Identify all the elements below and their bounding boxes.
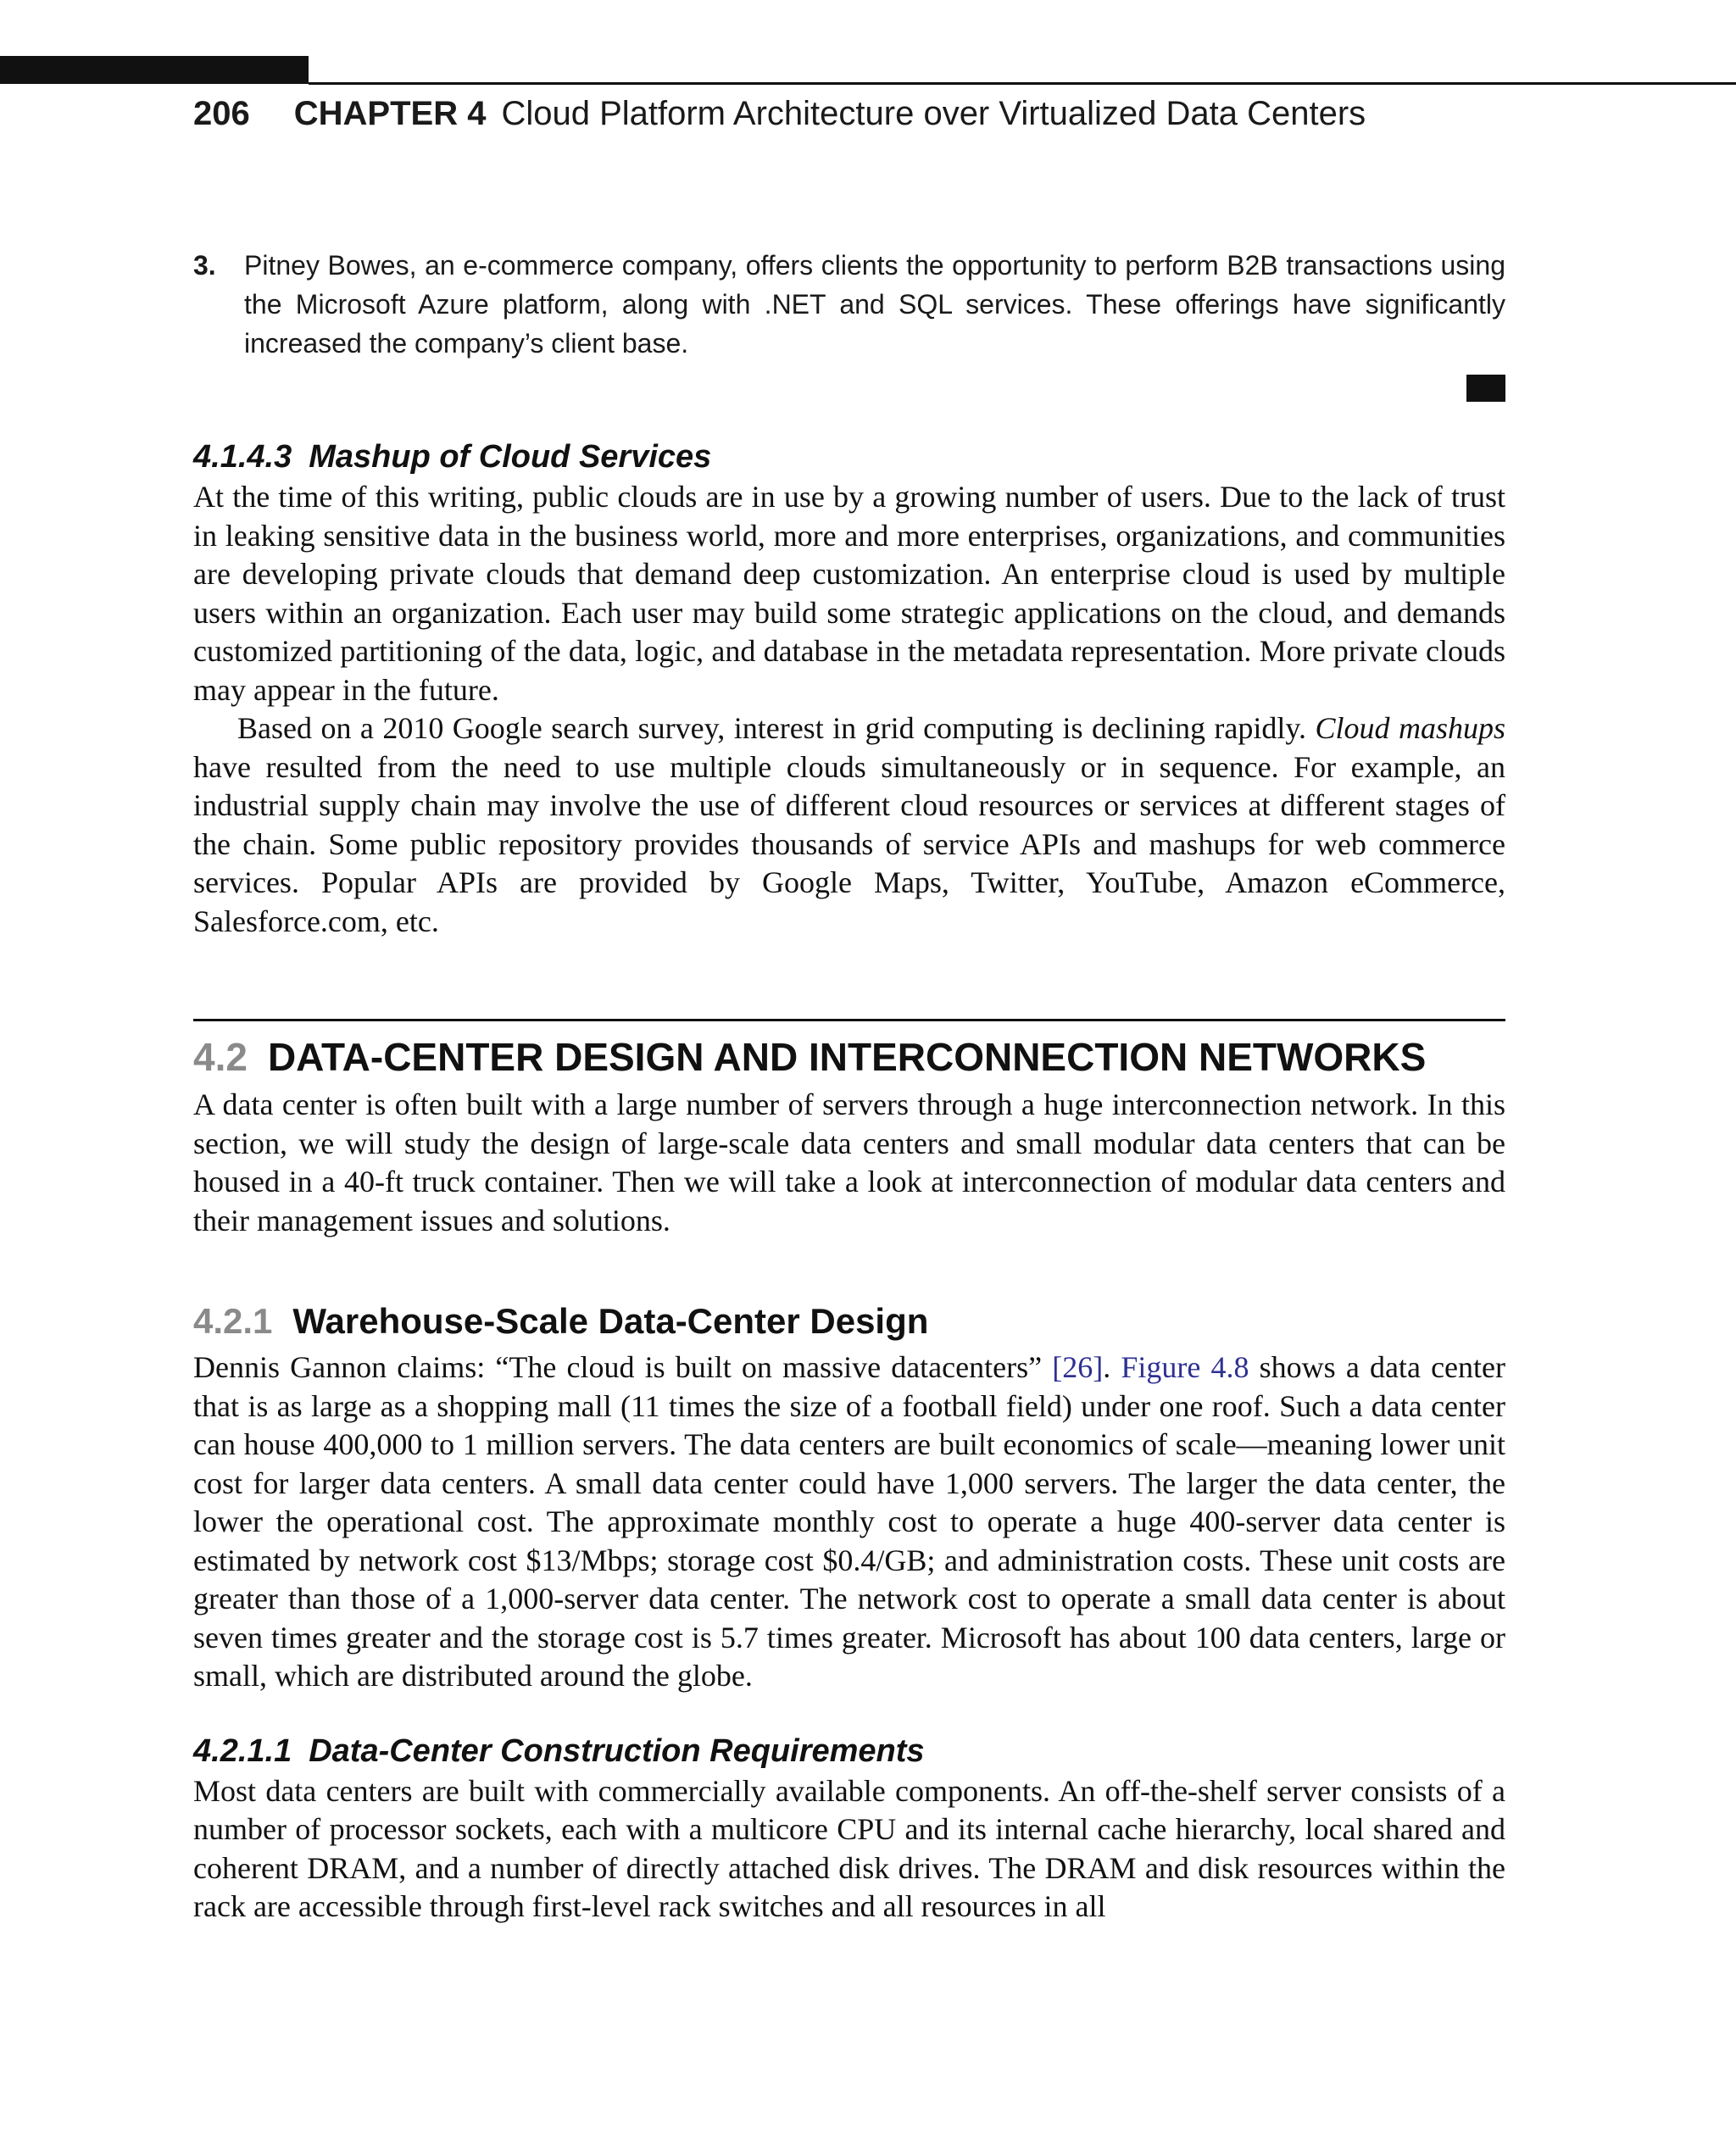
numbered-list bbox=[193, 246, 1505, 402]
heading-4-2-1 bbox=[193, 1299, 1505, 1343]
reference-link[interactable]: [26] bbox=[1052, 1350, 1104, 1384]
paragraph-mashup-2 bbox=[193, 709, 1505, 941]
paragraph-4-2-1-1: Most data centers are built with commercially available components. An off-the-shelf server consists of a number of processor sockets, each with a multicore CPU and its internal cache hierarchy, local shared and coherent DRAM, and a number of directly attached disk drives. The DRAM and disk resources within the rack are accessible through first-level rack switches and all resources in all bbox=[193, 1773, 1505, 1923]
page-number: 206 bbox=[193, 95, 250, 132]
list-item-text: Pitney Bowes, an e-commerce company, offers clients the opportunity to perform B2B transactions using the Microsoft Azure platform, along with .NET and SQL services. These offerings have significantly increased the company’s client base. bbox=[244, 250, 1505, 359]
paragraph-4-2-1 bbox=[193, 1349, 1505, 1696]
paragraph-text: Dennis Gannon claims: “The cloud is built on massive datacenters” bbox=[193, 1350, 1053, 1384]
heading-number: 4.2 bbox=[193, 1035, 248, 1079]
heading-title: DATA-CENTER DESIGN AND INTERCONNECTION NETWORKS bbox=[267, 1035, 1427, 1079]
heading-number: 4.2.1 bbox=[193, 1301, 273, 1341]
paragraph-text: Based on a 2010 Google search survey, interest in grid computing is declining rapidly. bbox=[237, 711, 1316, 745]
heading-4-1-4-3 bbox=[193, 437, 1505, 476]
page-content bbox=[193, 246, 1505, 1927]
heading-number: 4.1.4.3 bbox=[193, 439, 292, 475]
section-rule bbox=[193, 1019, 1505, 1021]
list-item-number: 3. bbox=[193, 250, 216, 281]
list-item bbox=[193, 246, 1505, 363]
paragraph-mashup-1: At the time of this writing, public clouds are in use by a growing number of users. Due to the lack of trust in leaking sensitive data in the business world, more and more enterprises, organizations, and communities are developing private clouds that demand deep customization. An enterprise cloud is used by multiple users within an organization. Each user may build some strategic applications on the cloud, and demands customized partitioning of the data, logic, and database in the metadata representation. More private clouds may appear in the future. bbox=[193, 480, 1505, 707]
chapter-title: Cloud Platform Architecture over Virtualized Data Centers bbox=[501, 95, 1366, 132]
heading-title: Warehouse-Scale Data-Center Design bbox=[292, 1301, 929, 1341]
paragraph-4-2: A data center is often built with a large number of servers through a huge interconnection network. In this section, we will study the design of large-scale data centers and small modular data centers that can be housed in a 40-ft truck container. Then we will take a look at interconnection of modular data centers and their management issues and solutions. bbox=[193, 1087, 1505, 1237]
heading-title: Data-Center Construction Requirements bbox=[309, 1732, 925, 1769]
heading-number: 4.2.1.1 bbox=[193, 1732, 292, 1769]
figure-link[interactable]: Figure 4.8 bbox=[1121, 1350, 1249, 1384]
paragraph-text: have resulted from the need to use multiple clouds simultaneously or in sequence. For example, an industrial supply chain may involve the use of different cloud resources or services at different stages of the chain. Some public repository provides thousands of service APIs and mashups for web commerce services. Popular APIs are provided by Google Maps, Twitter, YouTube, Amazon eCommerce, Salesforce.com, etc. bbox=[193, 749, 1505, 938]
heading-4-2-1-1 bbox=[193, 1732, 1505, 1771]
running-header bbox=[193, 95, 1366, 133]
chapter-label: CHAPTER 4 bbox=[293, 95, 487, 132]
paragraph-text: shows a data center that is as large as a shopping mall (11 times the size of a football field) under one roof. Such a data center can house 400,000 to 1 million servers. The data centers are built economics of scale—meaning lower unit cost for larger data centers. A small data center could have 1,000 servers. The larger the data center, the lower the operational cost. The approximate monthly cost to operate a huge 400-server data center is estimated by network cost $13/Mbps; storage cost $0.4/GB; and administration costs. These unit costs are greater than those of a 1,000-server data center. The network cost to operate a small data center is about seven times greater and the storage cost is 5.7 times greater. Microsoft has about 100 data centers, large or small, which are distributed around the globe. bbox=[193, 1350, 1505, 1693]
end-of-box-marker bbox=[1466, 375, 1505, 402]
header-black-bar bbox=[0, 56, 309, 84]
heading-4-2 bbox=[193, 1033, 1505, 1081]
italic-term: Cloud mashups bbox=[1315, 711, 1505, 745]
paragraph-text: . bbox=[1103, 1350, 1121, 1384]
heading-title: Mashup of Cloud Services bbox=[309, 439, 712, 475]
header-rule bbox=[309, 82, 1736, 85]
